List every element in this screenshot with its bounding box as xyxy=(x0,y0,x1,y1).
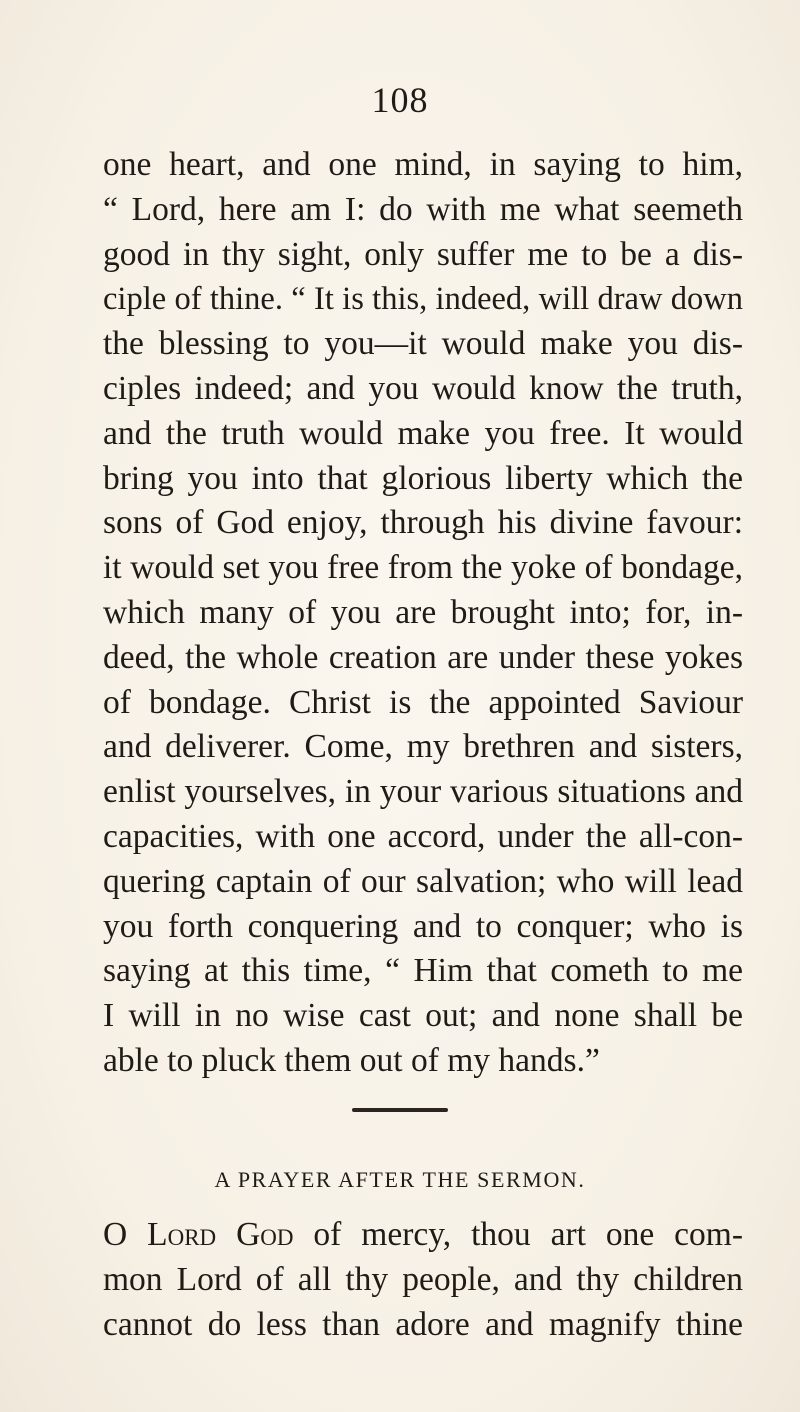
text-line: “ Lord, here am I: do with me what seemeth xyxy=(103,190,743,228)
text-line: and deliverer. Come, my brethren and sisters, xyxy=(103,728,743,766)
text-line: ciples indeed; and you would know the truth, xyxy=(103,369,743,407)
sermon-text xyxy=(103,143,743,1084)
text-line: bring you into that glorious liberty which the xyxy=(103,459,743,497)
text-line: which many of you are brought into; for, in- xyxy=(103,593,743,631)
text-line: sons of God enjoy, through his divine favour: xyxy=(103,504,743,542)
text-line: cannot do less than adore and magnify thine xyxy=(103,1305,743,1343)
prayer-first-line-end: of mercy, thou art one com- xyxy=(293,1216,743,1253)
text-line: you forth conquering and to conquer; who is xyxy=(103,907,743,945)
text-line: and the truth would make you free. It would xyxy=(103,414,743,452)
prayer-lord-god: Lord God xyxy=(147,1216,294,1253)
section-heading: A PRAYER AFTER THE SERMON. xyxy=(214,1167,586,1192)
text-line: it would set you free from the yoke of bondage, xyxy=(103,549,743,587)
text-line: capacities, with one accord, under the all-con- xyxy=(103,817,743,855)
text-line: mon Lord of all thy people, and thy children xyxy=(103,1260,743,1298)
prayer-opening: O xyxy=(103,1216,148,1253)
text-line: one heart, and one mind, in saying to him, xyxy=(103,146,743,183)
text-line: the blessing to you—it would make you dis- xyxy=(103,325,743,363)
text-line: ciple of thine. “ It is this, indeed, will draw down xyxy=(103,281,743,318)
prayer-text xyxy=(103,1213,743,1347)
text-line: quering captain of our salvation; who will lead xyxy=(103,862,743,900)
text-line: enlist yourselves, in your various situations and xyxy=(103,773,743,811)
text-line: able to pluck them out of my hands.” xyxy=(103,1041,600,1079)
prayer-first-line xyxy=(103,1213,743,1258)
text-line: good in thy sight, only suffer me to be a dis- xyxy=(103,235,743,273)
text-line: deed, the whole creation are under these yokes xyxy=(103,638,743,676)
text-line: I will in no wise cast out; and none shall be xyxy=(103,997,743,1035)
section-divider xyxy=(352,1108,448,1112)
page-number: 108 xyxy=(371,80,429,120)
text-line: saying at this time, “ Him that cometh to me xyxy=(103,952,743,990)
text-line: of bondage. Christ is the appointed Saviour xyxy=(103,683,743,721)
